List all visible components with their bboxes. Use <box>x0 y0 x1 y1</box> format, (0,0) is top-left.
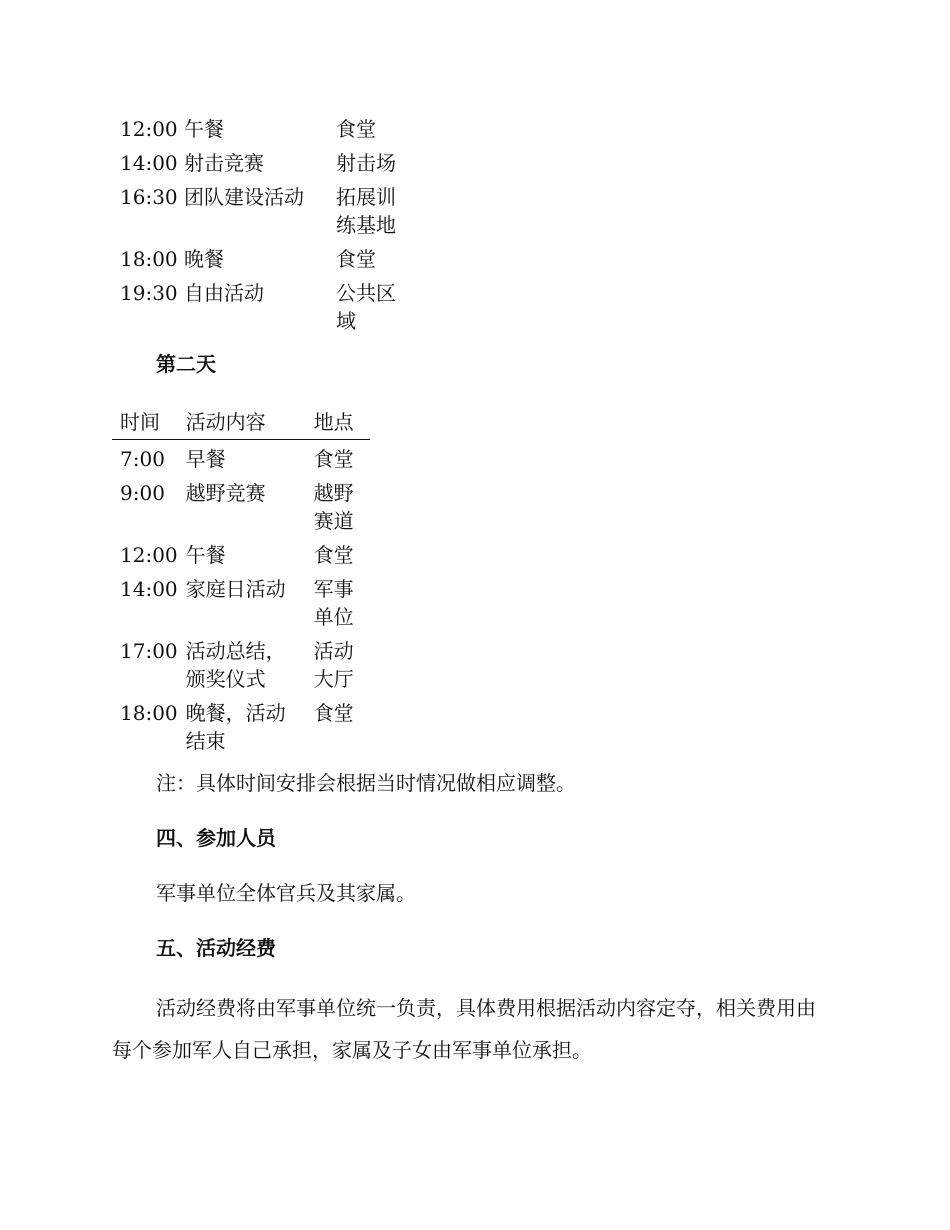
activity-cell: 活动总结，颁奖仪式 <box>185 639 286 691</box>
section-4-text: 军事单位全体官兵及其家属。 <box>156 881 416 905</box>
activity-cell: 家庭日活动 <box>185 577 286 601</box>
activity-cell: 晚餐 <box>184 247 224 271</box>
table-row <box>120 245 406 279</box>
table-row <box>112 570 370 632</box>
time-cell: 18:00 <box>120 701 178 725</box>
location-header: 地点 <box>313 410 354 434</box>
time-cell: 17:00 <box>120 639 178 663</box>
time-cell: 14:00 <box>120 151 178 175</box>
table-row <box>120 149 406 183</box>
location-cell: 食堂 <box>313 701 354 725</box>
time-cell: 7:00 <box>120 447 165 471</box>
location-cell: 军事单位 <box>313 577 354 629</box>
activity-cell: 越野竞赛 <box>185 481 266 505</box>
location-cell: 拓展训练基地 <box>336 185 396 237</box>
table-row <box>112 536 370 570</box>
location-cell: 公共区域 <box>336 281 396 333</box>
activity-cell: 早餐 <box>185 447 226 471</box>
section-4-heading: 四、参加人员 <box>156 826 276 850</box>
section-5-heading: 五、活动经费 <box>156 936 276 960</box>
table-row <box>112 474 370 536</box>
location-cell: 食堂 <box>313 447 354 471</box>
time-cell: 16:30 <box>120 185 178 209</box>
table-row <box>120 183 406 245</box>
time-header: 时间 <box>120 410 160 434</box>
activity-cell: 午餐 <box>185 543 226 567</box>
day2-title: 第二天 <box>156 352 216 376</box>
time-cell: 19:30 <box>120 281 178 305</box>
location-cell: 食堂 <box>336 247 376 271</box>
table-row <box>112 694 370 756</box>
table-row <box>120 279 406 341</box>
table-header-row <box>112 408 370 440</box>
time-cell: 18:00 <box>120 247 178 271</box>
table-row <box>120 115 406 149</box>
activity-cell: 射击竞赛 <box>184 151 264 175</box>
location-cell: 食堂 <box>336 117 376 141</box>
activity-cell: 自由活动 <box>184 281 264 305</box>
time-cell: 14:00 <box>120 577 178 601</box>
note-text: 注：具体时间安排会根据当时情况做相应调整。 <box>156 771 576 795</box>
time-cell: 12:00 <box>120 117 178 141</box>
section-5-text: 活动经费将由军事单位统一负责，具体费用根据活动内容定夺，相关费用由每个参加军人自己承担，家属及子女由军事单位承担。 <box>112 996 816 1062</box>
activity-cell: 晚餐，活动结束 <box>185 701 286 753</box>
location-cell: 越野赛道 <box>313 481 354 533</box>
location-cell: 食堂 <box>313 543 354 567</box>
location-cell: 射击场 <box>336 151 396 175</box>
activity-cell: 团队建设活动 <box>184 185 304 209</box>
table-row <box>112 632 370 694</box>
day2-schedule-table <box>112 408 370 756</box>
time-cell: 12:00 <box>120 543 178 567</box>
table-row <box>112 440 370 475</box>
time-cell: 9:00 <box>120 481 165 505</box>
location-cell: 活动大厅 <box>313 639 354 691</box>
day1-schedule-table <box>120 115 406 341</box>
activity-cell: 午餐 <box>184 117 224 141</box>
activity-header: 活动内容 <box>185 410 266 434</box>
